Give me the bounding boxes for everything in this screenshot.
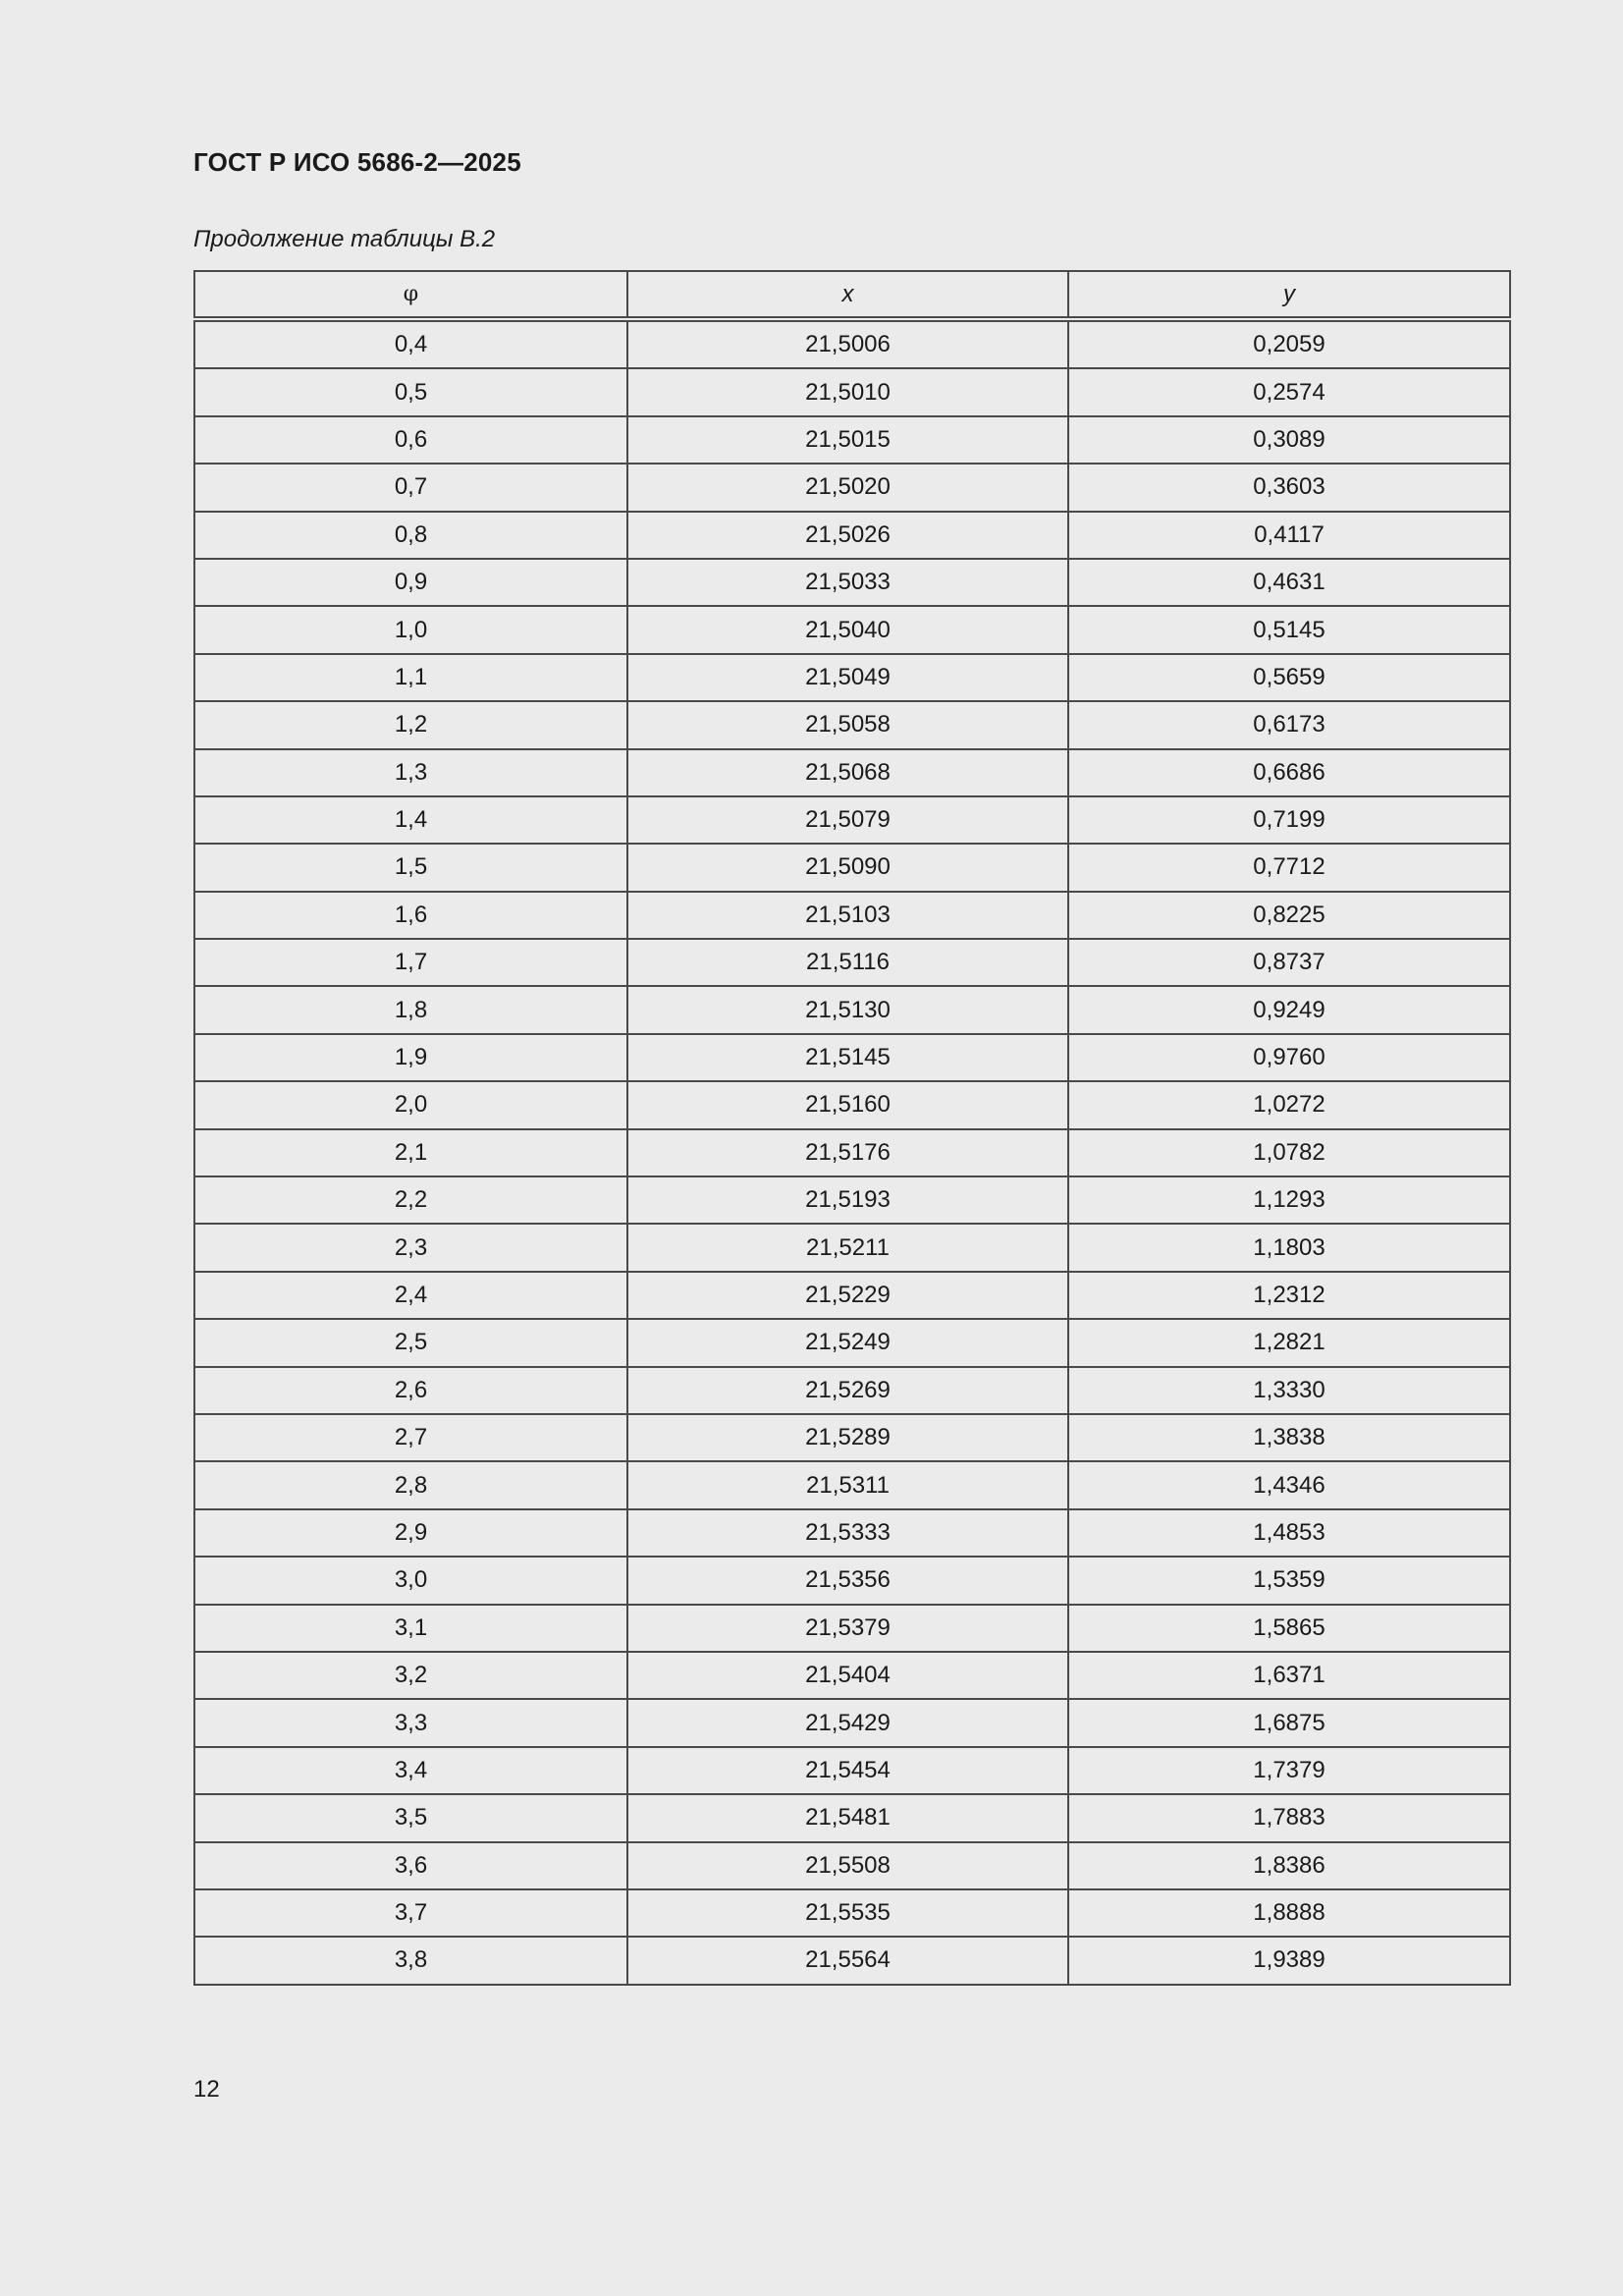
cell-phi: 0,5	[194, 368, 627, 415]
cell-phi: 3,7	[194, 1889, 627, 1937]
cell-y: 1,1293	[1068, 1176, 1510, 1224]
cell-x: 21,5026	[627, 512, 1068, 559]
table-row	[194, 1224, 1510, 1271]
cell-x: 21,5090	[627, 844, 1068, 891]
cell-phi: 1,6	[194, 892, 627, 939]
table-row	[194, 559, 1510, 606]
cell-x: 21,5508	[627, 1842, 1068, 1889]
cell-phi: 1,3	[194, 749, 627, 796]
cell-phi: 0,7	[194, 464, 627, 511]
cell-phi: 1,7	[194, 939, 627, 986]
cell-y: 1,0272	[1068, 1081, 1510, 1128]
table-row	[194, 1176, 1510, 1224]
cell-y: 0,3089	[1068, 416, 1510, 464]
cell-phi: 3,6	[194, 1842, 627, 1889]
cell-x: 21,5068	[627, 749, 1068, 796]
document-header: ГОСТ Р ИСО 5686-2—2025	[193, 147, 521, 177]
cell-x: 21,5564	[627, 1937, 1068, 1984]
cell-x: 21,5211	[627, 1224, 1068, 1271]
cell-y: 1,5359	[1068, 1557, 1510, 1604]
cell-y: 0,4631	[1068, 559, 1510, 606]
cell-y: 0,7712	[1068, 844, 1510, 891]
table-row	[194, 416, 1510, 464]
table-row	[194, 749, 1510, 796]
cell-x: 21,5049	[627, 654, 1068, 701]
cell-y: 0,5659	[1068, 654, 1510, 701]
cell-phi: 2,8	[194, 1461, 627, 1508]
cell-y: 0,6173	[1068, 701, 1510, 748]
cell-y: 1,8386	[1068, 1842, 1510, 1889]
cell-x: 21,5404	[627, 1652, 1068, 1699]
cell-y: 1,6371	[1068, 1652, 1510, 1699]
cell-y: 0,8225	[1068, 892, 1510, 939]
cell-x: 21,5535	[627, 1889, 1068, 1937]
cell-phi: 1,1	[194, 654, 627, 701]
table-row	[194, 986, 1510, 1033]
page-number: 12	[193, 2076, 220, 2103]
table-row	[194, 844, 1510, 891]
cell-phi: 2,9	[194, 1509, 627, 1557]
cell-y: 1,7379	[1068, 1747, 1510, 1794]
table-row	[194, 939, 1510, 986]
cell-y: 0,3603	[1068, 464, 1510, 511]
cell-y: 0,7199	[1068, 796, 1510, 844]
table-row	[194, 1794, 1510, 1841]
table-row	[194, 1557, 1510, 1604]
cell-y: 0,2574	[1068, 368, 1510, 415]
cell-phi: 1,2	[194, 701, 627, 748]
cell-y: 0,2059	[1068, 319, 1510, 368]
cell-y: 1,2312	[1068, 1272, 1510, 1319]
cell-y: 1,6875	[1068, 1699, 1510, 1746]
table-row	[194, 1414, 1510, 1461]
cell-phi: 3,1	[194, 1605, 627, 1652]
cell-y: 1,9389	[1068, 1937, 1510, 1984]
cell-phi: 0,6	[194, 416, 627, 464]
cell-x: 21,5454	[627, 1747, 1068, 1794]
cell-y: 1,8888	[1068, 1889, 1510, 1937]
cell-x: 21,5379	[627, 1605, 1068, 1652]
cell-y: 1,3330	[1068, 1367, 1510, 1414]
table-row	[194, 1652, 1510, 1699]
cell-phi: 2,4	[194, 1272, 627, 1319]
cell-phi: 1,8	[194, 986, 627, 1033]
cell-x: 21,5033	[627, 559, 1068, 606]
table-row	[194, 1081, 1510, 1128]
cell-x: 21,5160	[627, 1081, 1068, 1128]
cell-phi: 0,4	[194, 319, 627, 368]
data-table	[193, 270, 1511, 1986]
table-row	[194, 1509, 1510, 1557]
table-row	[194, 1699, 1510, 1746]
cell-phi: 2,0	[194, 1081, 627, 1128]
table-row	[194, 1034, 1510, 1081]
table-row	[194, 1937, 1510, 1984]
cell-x: 21,5006	[627, 319, 1068, 368]
table-row	[194, 796, 1510, 844]
table-row	[194, 368, 1510, 415]
cell-phi: 2,5	[194, 1319, 627, 1366]
cell-x: 21,5229	[627, 1272, 1068, 1319]
table-row	[194, 654, 1510, 701]
cell-phi: 2,2	[194, 1176, 627, 1224]
cell-x: 21,5103	[627, 892, 1068, 939]
cell-phi: 1,5	[194, 844, 627, 891]
table-row	[194, 464, 1510, 511]
cell-y: 0,9760	[1068, 1034, 1510, 1081]
cell-phi: 2,3	[194, 1224, 627, 1271]
cell-x: 21,5010	[627, 368, 1068, 415]
cell-y: 1,4853	[1068, 1509, 1510, 1557]
cell-phi: 1,4	[194, 796, 627, 844]
table-row	[194, 319, 1510, 368]
cell-x: 21,5289	[627, 1414, 1068, 1461]
table-row	[194, 1889, 1510, 1937]
table-row	[194, 1605, 1510, 1652]
table-row	[194, 1129, 1510, 1176]
table-row	[194, 512, 1510, 559]
cell-phi: 1,9	[194, 1034, 627, 1081]
cell-x: 21,5269	[627, 1367, 1068, 1414]
cell-y: 0,9249	[1068, 986, 1510, 1033]
table-row	[194, 1367, 1510, 1414]
column-header-phi: φ	[194, 271, 627, 319]
cell-x: 21,5311	[627, 1461, 1068, 1508]
cell-x: 21,5079	[627, 796, 1068, 844]
cell-y: 1,0782	[1068, 1129, 1510, 1176]
cell-phi: 3,5	[194, 1794, 627, 1841]
table-body	[194, 319, 1510, 1985]
cell-phi: 1,0	[194, 606, 627, 653]
cell-y: 0,4117	[1068, 512, 1510, 559]
cell-x: 21,5193	[627, 1176, 1068, 1224]
cell-phi: 0,8	[194, 512, 627, 559]
cell-x: 21,5145	[627, 1034, 1068, 1081]
cell-y: 0,8737	[1068, 939, 1510, 986]
table-row	[194, 892, 1510, 939]
cell-phi: 2,1	[194, 1129, 627, 1176]
cell-phi: 2,6	[194, 1367, 627, 1414]
cell-x: 21,5058	[627, 701, 1068, 748]
cell-x: 21,5481	[627, 1794, 1068, 1841]
cell-x: 21,5249	[627, 1319, 1068, 1366]
table-row	[194, 1461, 1510, 1508]
cell-phi: 3,8	[194, 1937, 627, 1984]
cell-phi: 0,9	[194, 559, 627, 606]
cell-x: 21,5356	[627, 1557, 1068, 1604]
cell-phi: 3,3	[194, 1699, 627, 1746]
table-row	[194, 606, 1510, 653]
cell-x: 21,5015	[627, 416, 1068, 464]
cell-y: 1,4346	[1068, 1461, 1510, 1508]
table-header-row	[194, 271, 1510, 319]
table-row	[194, 1272, 1510, 1319]
table-row	[194, 1842, 1510, 1889]
cell-x: 21,5176	[627, 1129, 1068, 1176]
cell-x: 21,5429	[627, 1699, 1068, 1746]
cell-x: 21,5130	[627, 986, 1068, 1033]
cell-x: 21,5040	[627, 606, 1068, 653]
cell-y: 1,1803	[1068, 1224, 1510, 1271]
table-row	[194, 1319, 1510, 1366]
cell-y: 1,2821	[1068, 1319, 1510, 1366]
cell-y: 1,3838	[1068, 1414, 1510, 1461]
cell-phi: 2,7	[194, 1414, 627, 1461]
cell-y: 1,5865	[1068, 1605, 1510, 1652]
table-row	[194, 1747, 1510, 1794]
cell-y: 0,5145	[1068, 606, 1510, 653]
cell-y: 0,6686	[1068, 749, 1510, 796]
table-caption: Продолжение таблицы В.2	[193, 226, 496, 252]
cell-x: 21,5116	[627, 939, 1068, 986]
cell-phi: 3,2	[194, 1652, 627, 1699]
column-header-x: x	[627, 271, 1068, 319]
cell-phi: 3,4	[194, 1747, 627, 1794]
cell-phi: 3,0	[194, 1557, 627, 1604]
table-row	[194, 701, 1510, 748]
cell-x: 21,5333	[627, 1509, 1068, 1557]
column-header-y: y	[1068, 271, 1510, 319]
cell-y: 1,7883	[1068, 1794, 1510, 1841]
cell-x: 21,5020	[627, 464, 1068, 511]
